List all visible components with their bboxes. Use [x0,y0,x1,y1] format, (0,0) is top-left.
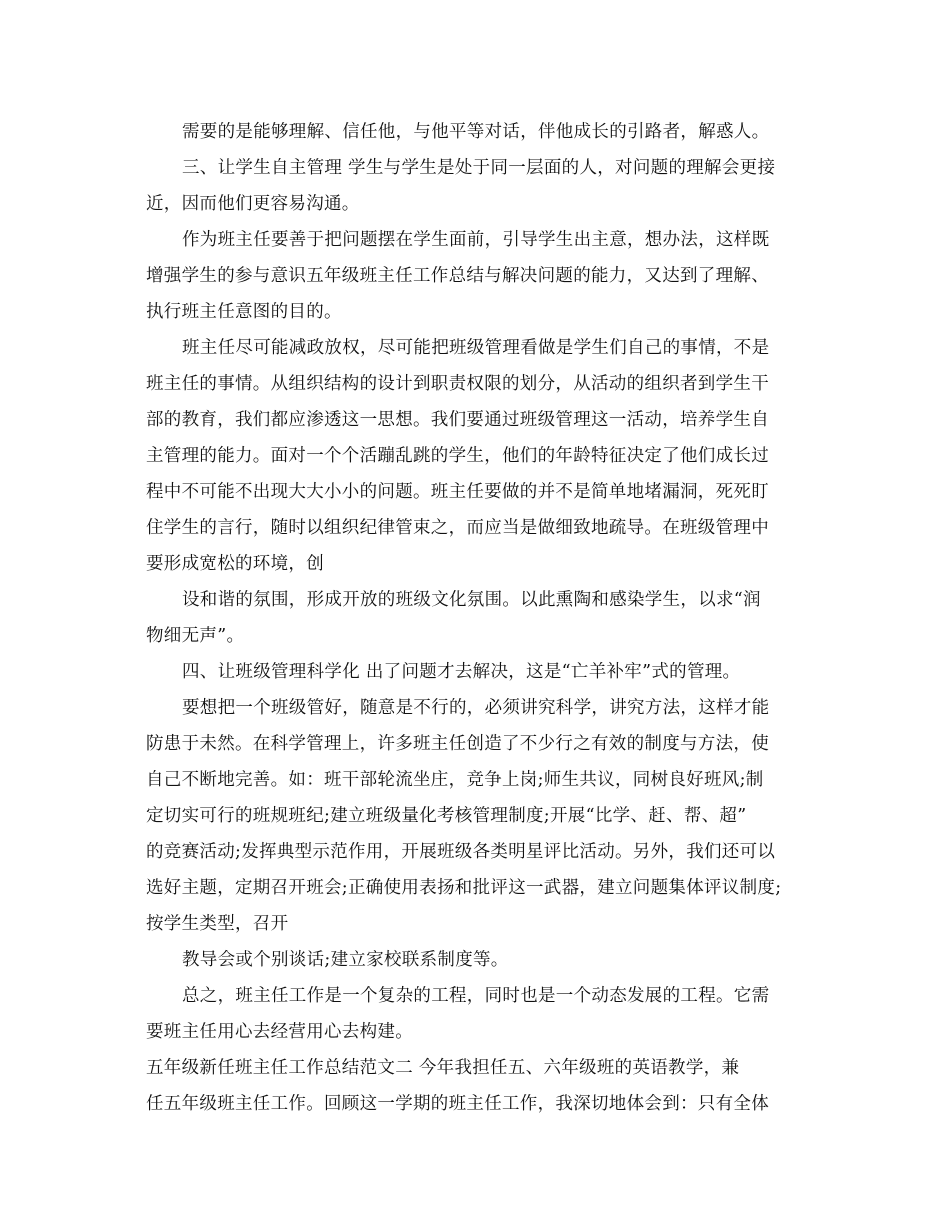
text-line: 物细无声”。 [146,626,245,646]
text-line: 按学生类型，召开 [146,914,289,934]
text-line: 作为班主任要善于把问题摆在学生面前，引导学生出主意，想办法，这样既 [182,230,770,250]
text-line: 部的教育，我们都应渗透这一思想。我们要通过班级管理这一活动，培养学生自 [146,410,769,430]
text-line: 主管理的能力。面对一个个活蹦乱跳的学生，他们的年龄特征决定了他们成长过 [146,446,769,466]
text-line: 选好主题，定期召开班会;正确使用表扬和批评这一武器，建立问题集体评议制度; [146,878,782,898]
text-line: 要班主任用心去经营用心去构建。 [146,1022,413,1042]
text-line: 教导会或个别谈话;建立家校联系制度等。 [182,950,509,970]
text-line: 定切实可行的班规班纪;建立班级量化考核管理制度;开展“比学、赶、帮、超” [146,806,747,826]
section-heading-line: 四、让班级管理科学化 出了问题才去解决，这是“亡羊补牢”式的管理。 [182,662,741,682]
text-line: 的竞赛活动;发挥典型示范作用，开展班级各类明星评比活动。另外，我们还可以 [146,842,776,862]
text-line: 任五年级班主任工作。回顾这一学期的班主任工作，我深切地体会到：只有全体 [146,1094,769,1114]
text-line: 需要的是能够理解、信任他，与他平等对话，伴他成长的引路者，解惑人。 [182,122,770,142]
text-line: 执行班主任意图的目的。 [146,302,342,322]
text-line: 自己不断地完善。如：班干部轮流坐庄，竞争上岗;师生共议，同树良好班风;制 [146,770,764,790]
text-line: 要形成宽松的环境，创 [146,554,324,574]
article-title-line: 五年级新任班主任工作总结范文二 今年我担任五、六年级班的英语教学，兼 [146,1058,740,1078]
text-line: 班主任尽可能减政放权，尽可能把班级管理看做是学生们自己的事情，不是 [182,338,770,358]
text-line: 增强学生的参与意识五年级班主任工作总结与解决问题的能力，又达到了理解、 [146,266,769,286]
text-line: 防患于未然。在科学管理上，许多班主任创造了不少行之有效的制度与方法，使 [146,734,769,754]
text-line: 要想把一个班级管好，随意是不行的，必须讲究科学，讲究方法，这样才能 [182,698,770,718]
text-line: 班主任的事情。从组织结构的设计到职责权限的划分，从活动的组织者到学生干 [146,374,769,394]
text-line: 近，因而他们更容易沟通。 [146,194,360,214]
section-heading-line: 三、让学生自主管理 学生与学生是处于同一层面的人，对问题的理解会更接 [182,158,776,178]
text-line: 总之，班主任工作是一个复杂的工程，同时也是一个动态发展的工程。它需 [182,986,770,1006]
text-line: 程中不可能不出现大大小小的问题。班主任要做的并不是简单地堵漏洞，死死盯 [146,482,769,502]
text-line: 住学生的言行，随时以组织纪律管束之，而应当是做细致地疏导。在班级管理中 [146,518,769,538]
text-line: 设和谐的氛围，形成开放的班级文化氛围。以此熏陶和感染学生，以求“润 [182,590,761,610]
